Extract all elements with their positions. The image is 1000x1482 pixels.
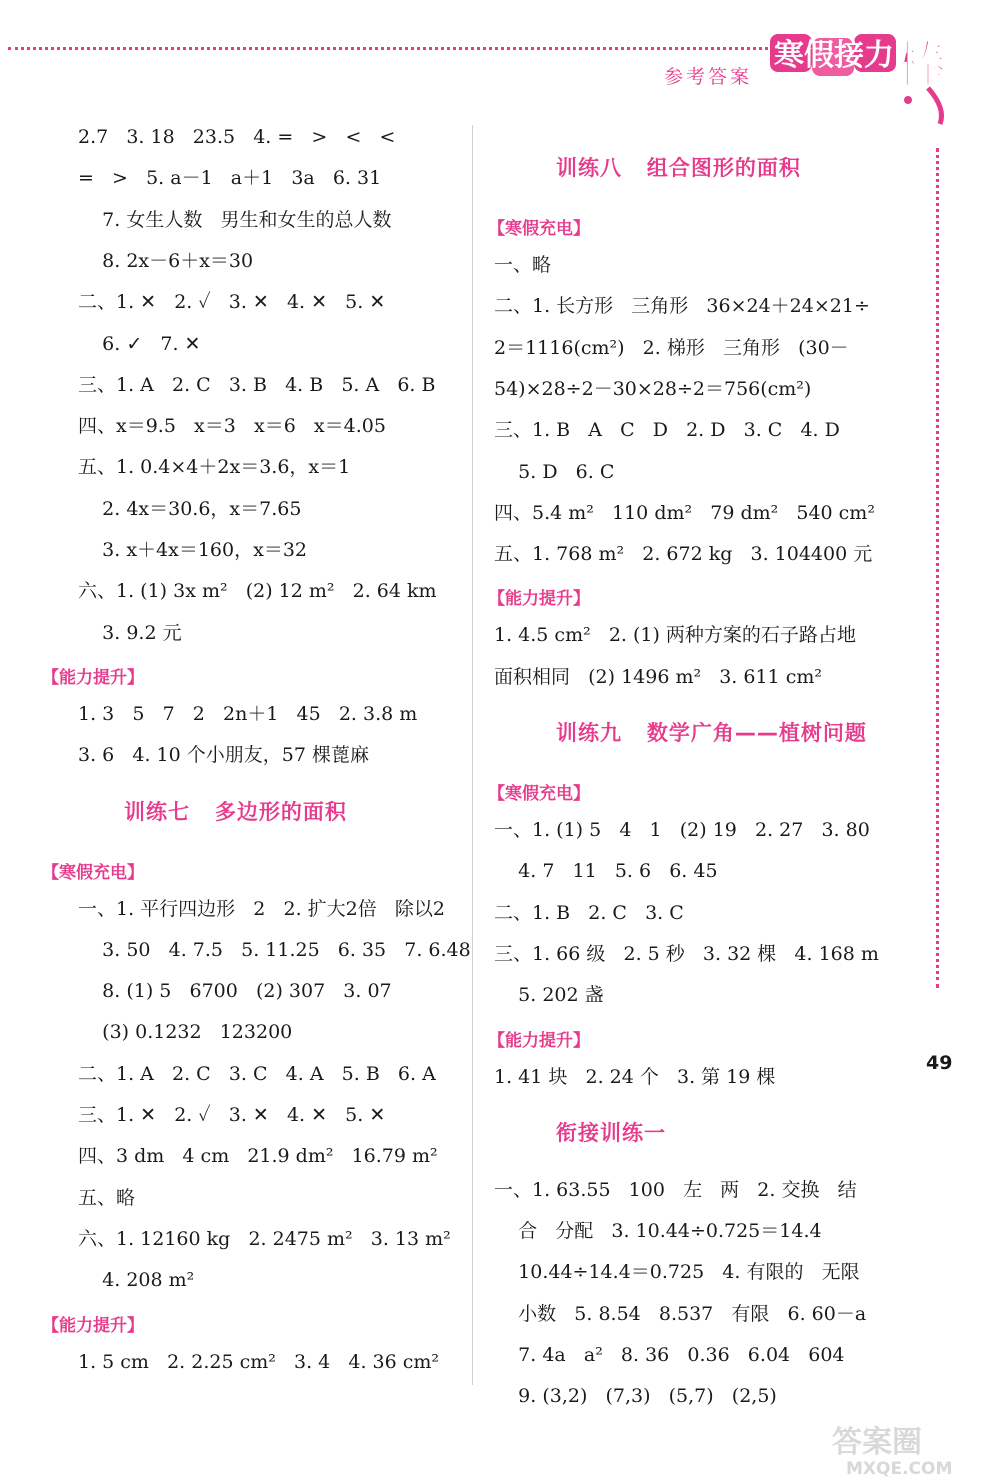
answer-line: 三、1. A 2. C 3. B 4. B 5. A 6. B [78,373,436,396]
svg-text:MXQE.COM: MXQE.COM [846,1459,953,1478]
answer-line: 5. 202 盏 [494,984,604,1007]
answer-line: (3) 0.1232 123200 [78,1021,293,1044]
answer-line: 1. 5 cm 2. 2.25 cm² 3. 4 4. 36 cm² [78,1350,440,1373]
answer-line: 三、1. B A C D 2. D 3. C 4. D [494,419,840,442]
answer-line: 三、1. 66 级 2. 5 秒 3. 32 棵 4. 168 m [494,942,879,965]
section-tag: 【能力提升】 [488,589,590,610]
section-tag: 【能力提升】 [42,1315,144,1336]
answer-line: 一、略 [494,254,552,276]
answer-line: 一、1. 平行四边形 2 2. 扩大2倍 除以2 [78,897,445,920]
section-tag: 【寒假充电】 [488,784,590,804]
answer-line: 6. ✓ 7. ✕ [78,332,201,355]
answer-line: = > 5. a－1 a＋1 3a 6. 31 [78,167,382,190]
section-tag: 【寒假充电】 [42,862,144,883]
answer-line: 3. 6 4. 10 个小朋友，57 棵蓖麻 [78,744,369,767]
answer-line: 54)×28÷2－30×28÷2＝756(cm²) [494,377,812,400]
answer-line: 二、1. ✕ 2. ✓ 3. ✕ 4. ✕ 5. ✕ [78,291,386,314]
answer-line: 四、3 dm 4 cm 21.9 dm² 16.79 m² [78,1145,438,1168]
top-dotted-rule [8,47,768,50]
answer-line: 二、1. 长方形 三角形 36×24＋24×21÷ [494,295,870,318]
right-dotted-rule [936,148,939,988]
answer-line: 六、1. 12160 kg 2. 2475 m² 3. 13 m² [78,1227,451,1250]
brand-logo [768,20,968,130]
svg-text:寒假接力: 寒假接力 [774,38,894,73]
answer-line: 面积相同 (2) 1496 m² 3. 611 cm² [494,665,822,688]
section-tag: 【能力提升】 [42,667,144,688]
answer-line: 2.7 3. 18 23.5 4. = > < < [78,126,396,148]
answer-line: 二、1. B 2. C 3. C [494,901,684,924]
answer-line: 一、1. 63.55 100 左 两 2. 交换 结 [494,1178,857,1201]
answer-line: 2. 4x＝30.6，x＝7.65 [78,497,302,520]
section-heading: 训练八 组合图形的面积 [556,156,801,180]
answer-line: 1. 41 块 2. 24 个 3. 第 19 棵 [494,1065,776,1088]
section-tag: 【能力提升】 [488,1030,590,1051]
section-heading: 衔接训练一 [556,1120,666,1145]
section-heading: 训练七 多边形的面积 [124,799,347,824]
answer-line: 六、1. (1) 3x m² (2) 12 m² 2. 64 km [78,580,437,603]
answer-line: 8. (1) 5 6700 (2) 307 3. 07 [78,980,392,1003]
answer-line: 一、1. (1) 5 4 1 (2) 19 2. 27 3. 80 [494,819,870,841]
answer-line: 8. 2x－6＋x＝30 [78,249,254,272]
answer-line: 4. 208 m² [78,1269,195,1292]
answer-line: 2＝1116(cm²) 2. 梯形 三角形 (30－ [494,336,849,359]
reference-answers-label: 参考答案 [664,66,753,88]
answer-line: 小数 5. 8.54 8.537 有限 6. 60－a [494,1302,867,1325]
answer-line: 3. 50 4. 7.5 5. 11.25 6. 35 7. 6.48 [78,938,471,961]
answer-line: 7. 女生人数 男生和女生的总人数 [78,208,392,231]
answer-line: 3. 9.2 元 [78,621,182,644]
answer-line: 7. 4a a² 8. 36 0.36 6.04 604 [494,1344,845,1366]
answer-line: 1. 3 5 7 2 2n＋1 45 2. 3.8 m [78,702,418,725]
answer-line: 二、1. A 2. C 3. C 4. A 5. B 6. A [78,1062,436,1085]
section-tag: 【寒假充电】 [488,219,590,239]
answer-line: 三、1. ✕ 2. ✓ 3. ✕ 4. ✕ 5. ✕ [78,1104,386,1126]
svg-text:答案圈: 答案圈 [832,1425,922,1460]
watermark-logo [828,1418,978,1478]
section-heading: 训练九 数学广角——植树问题 [556,721,867,745]
page-number: 49 [926,1052,953,1074]
column-divider [472,125,473,1385]
answer-line: 3. x＋4x＝160，x＝32 [78,539,308,561]
answer-line: 5. D 6. C [494,460,615,483]
answer-line: 五、1. 0.4×4＋2x＝3.6，x＝1 [78,456,351,479]
answer-line: 1. 4.5 cm² 2. (1) 两种方案的石子路占地 [494,624,856,647]
answer-line: 五、1. 768 m² 2. 672 kg 3. 104400 元 [494,543,873,566]
answer-line: 合 分配 3. 10.44÷0.725＝14.4 [494,1220,822,1243]
answer-line: 10.44÷14.4＝0.725 4. 有限的 无限 [494,1261,860,1284]
answer-line: 四、5.4 m² 110 dm² 79 dm² 540 cm² [494,501,875,524]
answer-line: 9. (3,2) (7,3) (5,7) (2,5) [494,1385,777,1408]
answer-line: 四、x＝9.5 x＝3 x＝6 x＝4.05 [78,415,386,438]
answer-line: 五、略 [78,1186,136,1209]
svg-text:棒: 棒 [896,36,946,94]
answer-line: 4. 7 11 5. 6 6. 45 [494,860,718,883]
